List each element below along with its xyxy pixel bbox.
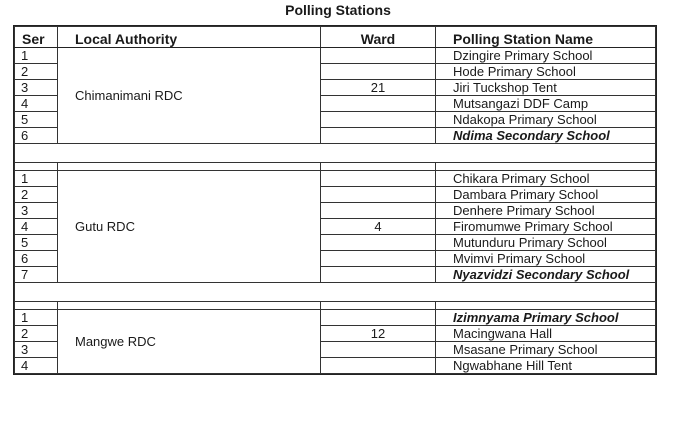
ward-cell bbox=[321, 48, 436, 64]
local-authority-cell: Chimanimani RDC bbox=[58, 48, 321, 144]
table-row bbox=[15, 48, 656, 64]
polling-station-cell: Macingwana Hall bbox=[436, 326, 656, 342]
ser-cell: 4 bbox=[15, 96, 58, 112]
polling-station-cell: Mutsangazi DDF Camp bbox=[436, 96, 656, 112]
local-authority-cell: Mangwe RDC bbox=[58, 310, 321, 374]
ward-cell bbox=[321, 203, 436, 219]
ser-cell: 1 bbox=[15, 48, 58, 64]
ward-cell bbox=[321, 112, 436, 128]
table-row bbox=[15, 171, 656, 187]
group-separator-row bbox=[15, 144, 656, 163]
ser-cell: 6 bbox=[15, 251, 58, 267]
group-gap-row bbox=[15, 302, 656, 310]
local-authority-cell: Gutu RDC bbox=[58, 171, 321, 283]
polling-station-cell: Hode Primary School bbox=[436, 64, 656, 80]
header-polling-station: Polling Station Name bbox=[436, 27, 656, 48]
gap-cell bbox=[15, 302, 58, 310]
polling-station-cell: Mvimvi Primary School bbox=[436, 251, 656, 267]
ward-cell bbox=[321, 187, 436, 203]
polling-stations-table bbox=[14, 26, 656, 374]
ser-cell: 3 bbox=[15, 203, 58, 219]
ser-cell: 3 bbox=[15, 342, 58, 358]
polling-station-cell: Ndima Secondary School bbox=[436, 128, 656, 144]
ser-cell: 7 bbox=[15, 267, 58, 283]
page-title: Polling Stations bbox=[285, 2, 391, 18]
ser-cell: 1 bbox=[15, 310, 58, 326]
ward-cell: 12 bbox=[321, 326, 436, 342]
gap-cell bbox=[58, 163, 321, 171]
ser-cell: 4 bbox=[15, 358, 58, 374]
group-separator-row bbox=[15, 283, 656, 302]
polling-station-cell: Denhere Primary School bbox=[436, 203, 656, 219]
ward-cell bbox=[321, 267, 436, 283]
ward-cell bbox=[321, 64, 436, 80]
polling-station-cell: Nyazvidzi Secondary School bbox=[436, 267, 656, 283]
ward-cell bbox=[321, 96, 436, 112]
ser-cell: 3 bbox=[15, 80, 58, 96]
gap-cell bbox=[436, 302, 656, 310]
table-row bbox=[15, 310, 656, 326]
polling-station-cell: Ngwabhane Hill Tent bbox=[436, 358, 656, 374]
ser-cell: 2 bbox=[15, 187, 58, 203]
ward-cell bbox=[321, 342, 436, 358]
polling-station-cell: Mutunduru Primary School bbox=[436, 235, 656, 251]
polling-station-cell: Izimnyama Primary School bbox=[436, 310, 656, 326]
gap-cell bbox=[321, 302, 436, 310]
ser-cell: 2 bbox=[15, 326, 58, 342]
polling-station-cell: Dzingire Primary School bbox=[436, 48, 656, 64]
group-gap-row bbox=[15, 163, 656, 171]
ward-cell bbox=[321, 251, 436, 267]
ward-cell bbox=[321, 128, 436, 144]
ser-cell: 5 bbox=[15, 235, 58, 251]
ward-cell bbox=[321, 358, 436, 374]
ser-cell: 5 bbox=[15, 112, 58, 128]
ser-cell: 4 bbox=[15, 219, 58, 235]
gap-cell bbox=[15, 163, 58, 171]
ser-cell: 2 bbox=[15, 64, 58, 80]
ward-cell: 21 bbox=[321, 80, 436, 96]
polling-station-cell: Firomumwe Primary School bbox=[436, 219, 656, 235]
ward-cell bbox=[321, 171, 436, 187]
ward-cell bbox=[321, 310, 436, 326]
polling-station-cell: Chikara Primary School bbox=[436, 171, 656, 187]
separator-cell bbox=[15, 283, 656, 302]
header-ser: Ser bbox=[15, 27, 58, 48]
header-ward: Ward bbox=[321, 27, 436, 48]
polling-station-cell: Msasane Primary School bbox=[436, 342, 656, 358]
table-header-row bbox=[15, 27, 656, 48]
gap-cell bbox=[436, 163, 656, 171]
ser-cell: 1 bbox=[15, 171, 58, 187]
ser-cell: 6 bbox=[15, 128, 58, 144]
polling-station-cell: Dambara Primary School bbox=[436, 187, 656, 203]
ward-cell bbox=[321, 235, 436, 251]
gap-cell bbox=[58, 302, 321, 310]
ward-cell: 4 bbox=[321, 219, 436, 235]
separator-cell bbox=[15, 144, 656, 163]
header-local-authority: Local Authority bbox=[58, 27, 321, 48]
polling-station-cell: Ndakopa Primary School bbox=[436, 112, 656, 128]
polling-station-cell: Jiri Tuckshop Tent bbox=[436, 80, 656, 96]
gap-cell bbox=[321, 163, 436, 171]
